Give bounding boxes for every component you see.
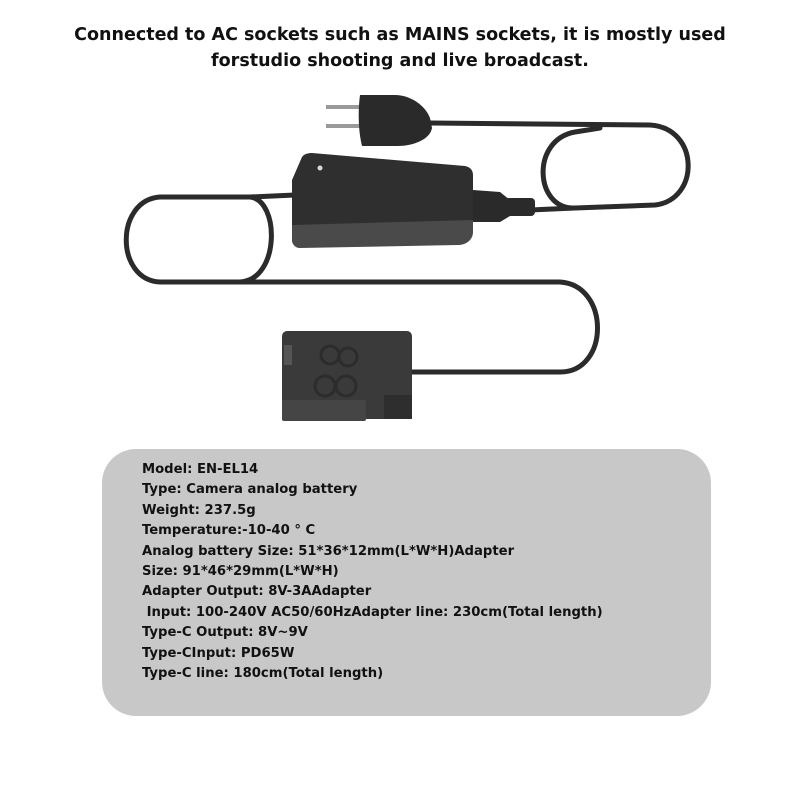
- dummy-battery-icon: [282, 331, 412, 421]
- headline-line-1: Connected to AC sockets such as MAINS sockets, it is mostly used: [74, 25, 726, 45]
- spec-adapter-size: Size: 91*46*29mm(L*W*H): [142, 564, 339, 580]
- spec-type: Type: Camera analog battery: [142, 482, 358, 498]
- ac-plug-icon: [326, 95, 432, 146]
- spec-model: Model: EN-EL14: [142, 462, 259, 477]
- spec-typec-input: Type-CInput: PD65W: [142, 645, 295, 661]
- spec-weight: Weight: 237.5g: [142, 502, 256, 518]
- spec-typec-line: Type-C line: 180cm(Total length): [142, 666, 384, 682]
- headline-line-2: forstudio shooting and live broadcast.: [211, 51, 589, 71]
- spec-battery-size: Analog battery Size: 51*36*12mm(L*W*H)Adapter: [142, 543, 515, 559]
- spec-temperature: Temperature:-10-40 ° C: [142, 523, 316, 539]
- spec-adapter-output: Adapter Output: 8V-3AAdapter: [142, 584, 372, 600]
- spec-typec-output: Type-C Output: 8V~9V: [142, 625, 308, 641]
- spec-list: [142, 460, 603, 684]
- power-adapter-icon: [292, 153, 535, 248]
- spec-adapter-input: Input: 100-240V AC50/60HzAdapter line: 230cm(Total length): [142, 604, 603, 620]
- spec-panel: [102, 449, 711, 716]
